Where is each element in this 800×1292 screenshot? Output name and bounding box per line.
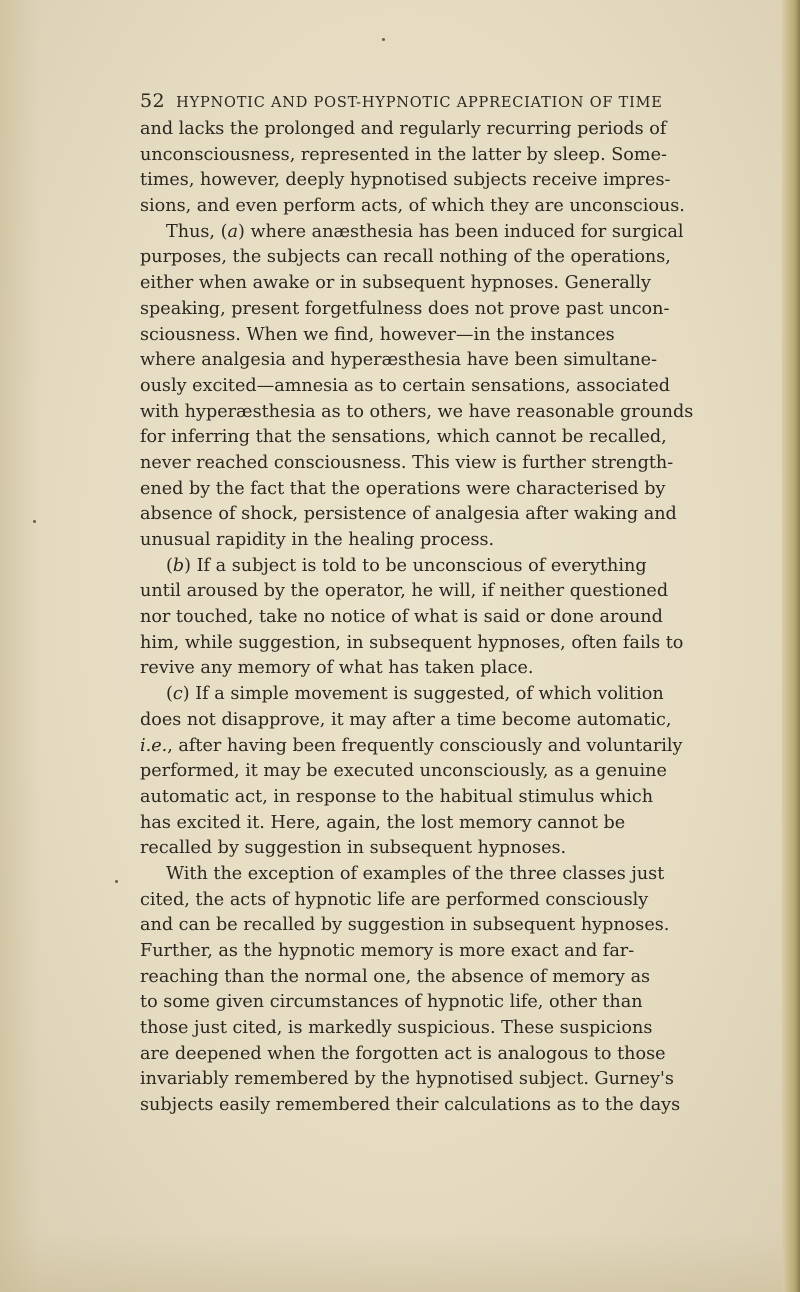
text-line: Further, as the hypnotic memory is more exact and far- [140, 941, 635, 961]
text-line: (c) If a simple movement is suggested, of which volition [166, 684, 664, 705]
text-line: never reached consciousness. This view is further strength- [140, 452, 674, 473]
text-line: are deepened when the forgotten act is analogous to those [140, 1043, 666, 1064]
page-shadow-bottom [0, 1232, 800, 1292]
text-line: times, however, deeply hypnotised subjects receive impres- [140, 170, 671, 191]
text-line: speaking, present forgetfulness does not prove past uncon- [140, 298, 670, 319]
text-line: for inferring that the sensations, which cannot be recalled, [140, 427, 667, 448]
text-line: subjects easily remembered their calculations as to the days [140, 1095, 681, 1116]
text-line: those just cited, is markedly suspicious. These suspicions [140, 1018, 653, 1039]
running-head-title: HYPNOTIC AND POST-HYPNOTIC APPRECIATION OF TIME [176, 95, 663, 111]
text-line: either when awake or in subsequent hypnoses. Generally [140, 273, 651, 294]
text-line: absence of shock, persistence of analgesia after waking and [140, 504, 677, 525]
text-line: With the exception of examples of the three classes just [166, 863, 665, 884]
text-line: him, while suggestion, in subsequent hypnoses, often fails to [140, 632, 684, 653]
text-line: cited, the acts of hypnotic life are performed consciously [140, 889, 649, 910]
text-line: sions, and even perform acts, of which they are unconscious. [140, 196, 685, 217]
text-line: i.e., after having been frequently consciously and voluntarily [140, 735, 683, 756]
text-line: and can be recalled by suggestion in subsequent hypnoses. [140, 915, 670, 936]
text-line: ously excited—amnesia as to certain sensations, associated [140, 375, 671, 396]
text-line: ened by the fact that the operations were characterised by [140, 478, 666, 499]
page-edge-right [782, 0, 800, 1292]
running-header [140, 90, 740, 112]
text-line: revive any memory of what has taken place. [140, 658, 534, 679]
page-shadow-left [0, 0, 40, 1292]
text-line: nor touched, take no notice of what is said or done around [140, 607, 663, 628]
text-line: does not disapprove, it may after a time become automatic, [140, 709, 672, 730]
text-line: to some given circumstances of hypnotic life, other than [140, 992, 643, 1013]
text-line: and lacks the prolonged and regularly recurring periods of [140, 119, 667, 139]
paper-speck [33, 520, 36, 523]
text-line: recalled by suggestion in subsequent hypnoses. [140, 838, 567, 859]
text-line: where analgesia and hyperæsthesia have been simultane- [140, 350, 658, 371]
paper-speck [115, 880, 118, 883]
page-number: 52 [140, 90, 165, 112]
text-line: (b) If a subject is told to be unconscious of everything [166, 555, 647, 576]
text-line: purposes, the subjects can recall nothing of the operations, [140, 247, 671, 268]
paper-speck [382, 38, 385, 41]
text-line: reaching than the normal one, the absence of memory as [140, 966, 651, 987]
text-line: performed, it may be executed unconsciously, as a genuine [140, 761, 667, 782]
text-line: with hyperæsthesia as to others, we have reasonable grounds [140, 401, 694, 422]
text-line: unusual rapidity in the healing process. [140, 530, 495, 550]
text-line: until aroused by the operator, he will, if neither questioned [140, 581, 669, 602]
text-line: Thus, (a) where anæsthesia has been induced for surgical [166, 221, 684, 242]
text-line: has excited it. Here, again, the lost memory cannot be [140, 812, 626, 833]
text-line: automatic act, in response to the habitual stimulus which [140, 786, 654, 807]
body-text [140, 117, 780, 1119]
text-line: unconsciousness, represented in the latter by sleep. Some- [140, 144, 667, 165]
text-line: sciousness. When we find, however—in the instances [140, 324, 615, 345]
text-line: invariably remembered by the hypnotised subject. Gurney's [140, 1069, 674, 1090]
